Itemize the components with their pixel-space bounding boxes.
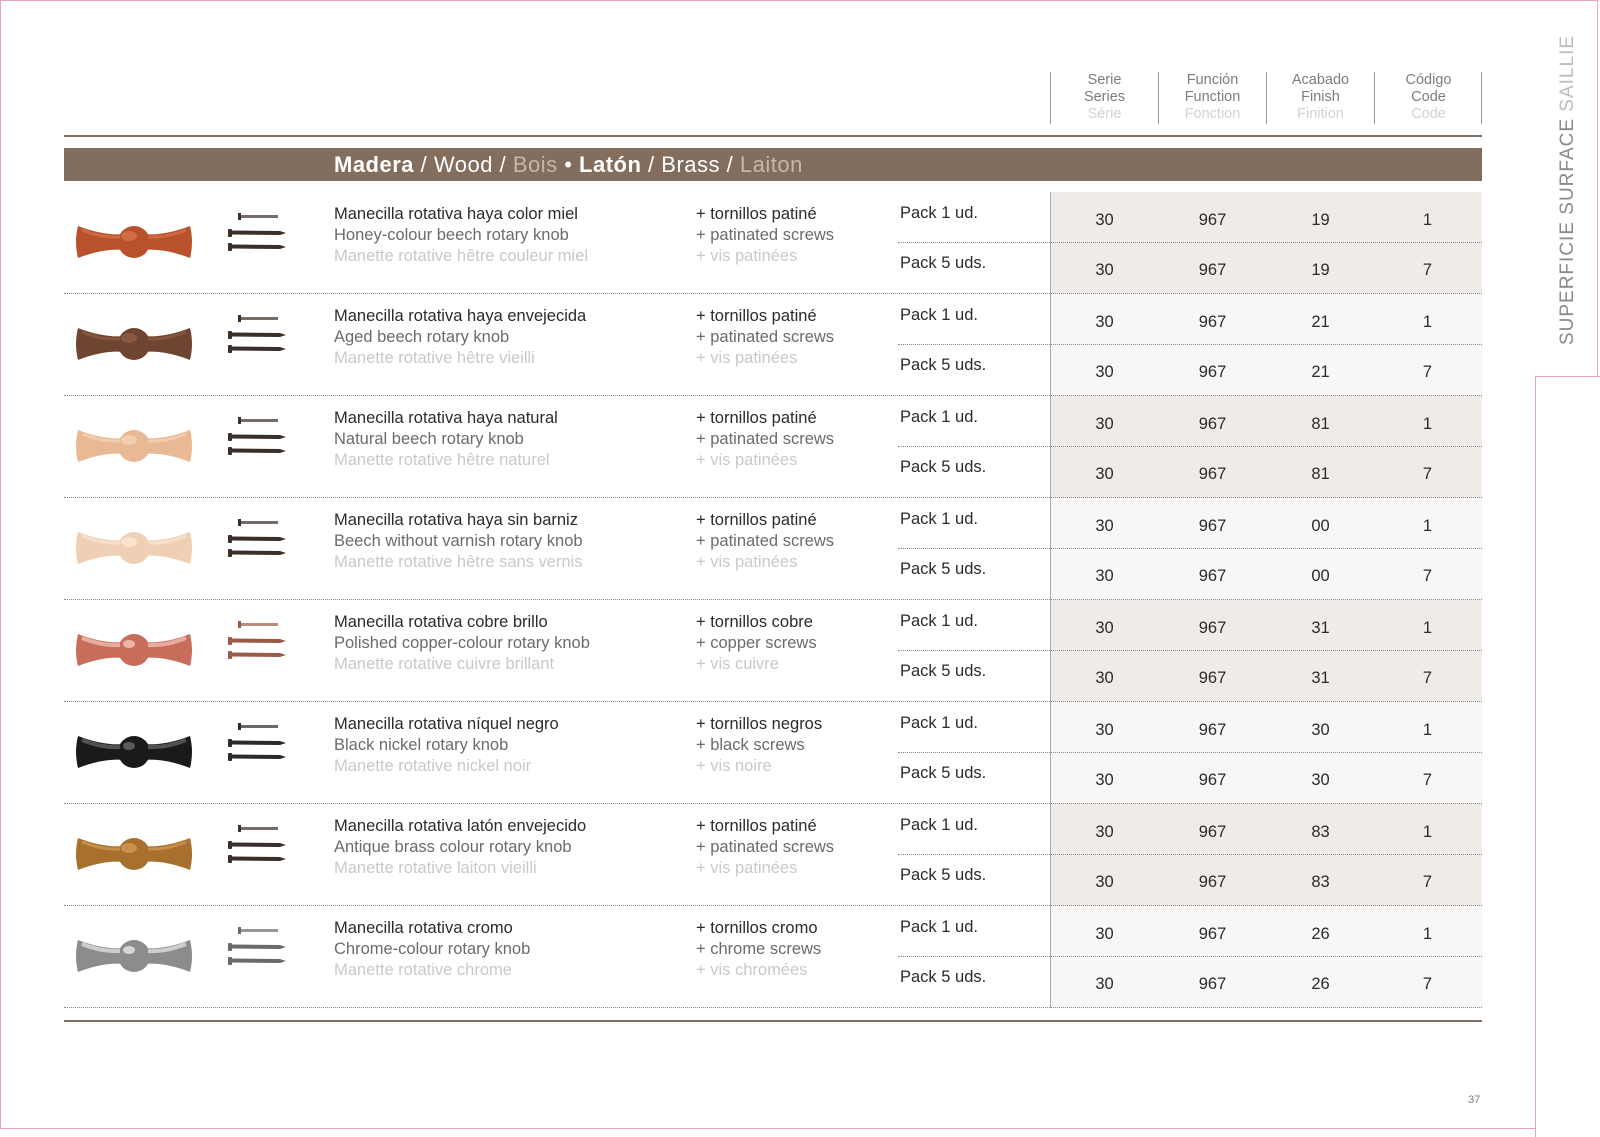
section-wood-es: Madera bbox=[334, 152, 415, 177]
screws-en: + chrome screws bbox=[696, 940, 822, 958]
pack-5-label: Pack 5 uds. bbox=[900, 356, 987, 374]
product-description bbox=[334, 714, 559, 777]
rotary-knob-image bbox=[74, 622, 194, 676]
pack-divider bbox=[898, 548, 1482, 549]
serie-value: 30 bbox=[1095, 211, 1114, 229]
funcion-value: 967 bbox=[1198, 873, 1227, 891]
funcion-value: 967 bbox=[1198, 669, 1227, 687]
column-header-serie: Serie Series Série bbox=[1083, 72, 1126, 122]
acabado-value: 83 bbox=[1311, 823, 1330, 841]
screws-icon bbox=[224, 312, 288, 362]
screws-en: + black screws bbox=[696, 736, 805, 754]
rotary-knob-image bbox=[74, 520, 194, 574]
acabado-value: 31 bbox=[1311, 619, 1330, 637]
section-title: Madera / Wood / Bois • Latón / Brass / Laiton bbox=[334, 152, 803, 177]
product-description bbox=[334, 612, 590, 675]
serie-value: 30 bbox=[1095, 619, 1114, 637]
screws-es: + tornillos cobre bbox=[696, 613, 813, 631]
acabado-value: 31 bbox=[1311, 669, 1330, 687]
product-description bbox=[334, 918, 530, 981]
screws-description bbox=[696, 918, 821, 981]
funcion-value: 967 bbox=[1198, 567, 1227, 585]
funcion-value: 967 bbox=[1198, 211, 1227, 229]
description-es: Manecilla rotativa haya color miel bbox=[334, 205, 578, 223]
description-fr: Manette rotative hêtre sans vernis bbox=[334, 553, 583, 571]
pack-1-label: Pack 1 ud. bbox=[900, 306, 978, 324]
acabado-value: 26 bbox=[1311, 975, 1330, 993]
codigo-value: 7 bbox=[1422, 669, 1433, 687]
pack-5-label: Pack 5 uds. bbox=[900, 764, 987, 782]
screws-description bbox=[696, 816, 834, 879]
codigo-value: 1 bbox=[1422, 211, 1433, 229]
pack-5-label: Pack 5 uds. bbox=[900, 662, 987, 680]
codigo-value: 1 bbox=[1422, 721, 1433, 739]
funcion-value: 967 bbox=[1198, 721, 1227, 739]
funcion-value: 967 bbox=[1198, 619, 1227, 637]
description-en: Beech without varnish rotary knob bbox=[334, 532, 583, 550]
screws-icon bbox=[224, 414, 288, 464]
codigo-value: 7 bbox=[1422, 261, 1433, 279]
acabado-value: 00 bbox=[1311, 567, 1330, 585]
serie-value: 30 bbox=[1095, 771, 1114, 789]
description-en: Aged beech rotary knob bbox=[334, 328, 510, 346]
funcion-value: 967 bbox=[1198, 415, 1227, 433]
screws-icon bbox=[224, 618, 288, 668]
description-en: Honey-colour beech rotary knob bbox=[334, 226, 569, 244]
screws-en: + patinated screws bbox=[696, 532, 835, 550]
pack-1-label: Pack 1 ud. bbox=[900, 714, 978, 732]
serie-value: 30 bbox=[1095, 669, 1114, 687]
acabado-value: 19 bbox=[1311, 211, 1330, 229]
product-description bbox=[334, 816, 586, 879]
product-description bbox=[334, 306, 586, 369]
table-row bbox=[64, 396, 1482, 498]
funcion-value: 967 bbox=[1198, 517, 1227, 535]
acabado-value: 83 bbox=[1311, 873, 1330, 891]
acabado-value: 00 bbox=[1311, 517, 1330, 535]
description-fr: Manette rotative hêtre vieilli bbox=[334, 349, 535, 367]
codigo-value: 7 bbox=[1422, 975, 1433, 993]
rotary-knob-image bbox=[74, 316, 194, 370]
description-es: Manecilla rotativa cromo bbox=[334, 919, 513, 937]
pack-5-label: Pack 5 uds. bbox=[900, 560, 987, 578]
column-header-funcion: Función Function Fonction bbox=[1184, 72, 1241, 122]
codigo-value: 1 bbox=[1422, 313, 1433, 331]
pack-divider bbox=[898, 344, 1482, 345]
screws-es: + tornillos patiné bbox=[696, 205, 817, 223]
funcion-value: 967 bbox=[1198, 925, 1227, 943]
header-rule bbox=[64, 135, 1482, 137]
section-wood-fr: Bois bbox=[512, 152, 558, 177]
serie-value: 30 bbox=[1095, 363, 1114, 381]
pack-1-label: Pack 1 ud. bbox=[900, 918, 978, 936]
table-row bbox=[64, 192, 1482, 294]
row-divider bbox=[64, 1007, 1482, 1008]
screws-es: + tornillos cromo bbox=[696, 919, 818, 937]
pack-5-label: Pack 5 uds. bbox=[900, 968, 987, 986]
description-fr: Manette rotative chrome bbox=[334, 961, 512, 979]
screws-description bbox=[696, 306, 834, 369]
codigo-value: 7 bbox=[1422, 363, 1433, 381]
side-label-es: SUPERFICIE bbox=[1557, 221, 1578, 346]
page-number: 37 bbox=[1468, 1094, 1481, 1106]
table-row bbox=[64, 702, 1482, 804]
acabado-value: 30 bbox=[1311, 721, 1330, 739]
product-description bbox=[334, 408, 558, 471]
pack-1-label: Pack 1 ud. bbox=[900, 510, 978, 528]
serie-value: 30 bbox=[1095, 721, 1114, 739]
screws-icon bbox=[224, 720, 288, 770]
section-wood-en: Wood bbox=[433, 152, 493, 177]
acabado-value: 81 bbox=[1311, 415, 1330, 433]
pack-divider bbox=[898, 650, 1482, 651]
pack-divider bbox=[898, 854, 1482, 855]
codigo-value: 1 bbox=[1422, 619, 1433, 637]
screws-fr: + vis patinées bbox=[696, 859, 798, 877]
description-fr: Manette rotative laiton vieilli bbox=[334, 859, 537, 877]
pack-divider bbox=[898, 752, 1482, 753]
codigo-value: 1 bbox=[1422, 415, 1433, 433]
screws-es: + tornillos patiné bbox=[696, 307, 817, 325]
screws-icon bbox=[224, 210, 288, 260]
description-en: Natural beech rotary knob bbox=[334, 430, 524, 448]
codigo-value: 7 bbox=[1422, 771, 1433, 789]
rotary-knob-image bbox=[74, 418, 194, 472]
serie-value: 30 bbox=[1095, 465, 1114, 483]
screws-icon bbox=[224, 924, 288, 974]
screws-description bbox=[696, 714, 822, 777]
funcion-value: 967 bbox=[1198, 975, 1227, 993]
screws-en: + patinated screws bbox=[696, 328, 835, 346]
screws-fr: + vis patinées bbox=[696, 553, 798, 571]
funcion-value: 967 bbox=[1198, 771, 1227, 789]
page-tab-notch bbox=[1535, 376, 1600, 1137]
serie-value: 30 bbox=[1095, 975, 1114, 993]
funcion-value: 967 bbox=[1198, 261, 1227, 279]
screws-description bbox=[696, 408, 834, 471]
pack-divider bbox=[898, 956, 1482, 957]
description-fr: Manette rotative hêtre couleur miel bbox=[334, 247, 589, 265]
side-label-en: SURFACE bbox=[1557, 117, 1578, 215]
description-fr: Manette rotative hêtre naturel bbox=[334, 451, 550, 469]
description-en: Black nickel rotary knob bbox=[334, 736, 509, 754]
codigo-value: 1 bbox=[1422, 823, 1433, 841]
pack-1-label: Pack 1 ud. bbox=[900, 204, 978, 222]
description-en: Polished copper-colour rotary knob bbox=[334, 634, 590, 652]
codigo-value: 7 bbox=[1422, 465, 1433, 483]
codigo-value: 1 bbox=[1422, 517, 1433, 535]
pack-1-label: Pack 1 ud. bbox=[900, 612, 978, 630]
serie-value: 30 bbox=[1095, 925, 1114, 943]
screws-en: + copper screws bbox=[696, 634, 817, 652]
pack-divider bbox=[898, 446, 1482, 447]
table-row bbox=[64, 498, 1482, 600]
column-header-codigo: Código Code Code bbox=[1405, 72, 1452, 122]
screws-fr: + vis cuivre bbox=[696, 655, 779, 673]
acabado-value: 81 bbox=[1311, 465, 1330, 483]
product-description bbox=[334, 510, 583, 573]
serie-value: 30 bbox=[1095, 517, 1114, 535]
section-brass-fr: Laiton bbox=[739, 152, 803, 177]
rotary-knob-image bbox=[74, 214, 194, 268]
serie-value: 30 bbox=[1095, 313, 1114, 331]
screws-fr: + vis patinées bbox=[696, 451, 798, 469]
serie-value: 30 bbox=[1095, 567, 1114, 585]
side-label-fr: SAILLIE bbox=[1557, 34, 1578, 112]
description-en: Antique brass colour rotary knob bbox=[334, 838, 572, 856]
screws-fr: + vis noire bbox=[696, 757, 772, 775]
description-fr: Manette rotative cuivre brillant bbox=[334, 655, 555, 673]
table-row bbox=[64, 600, 1482, 702]
screws-fr: + vis chromées bbox=[696, 961, 808, 979]
description-es: Manecilla rotativa haya natural bbox=[334, 409, 558, 427]
funcion-value: 967 bbox=[1198, 313, 1227, 331]
rotary-knob-image bbox=[74, 724, 194, 778]
table-row bbox=[64, 906, 1482, 1008]
funcion-value: 967 bbox=[1198, 465, 1227, 483]
pack-1-label: Pack 1 ud. bbox=[900, 816, 978, 834]
pack-1-label: Pack 1 ud. bbox=[900, 408, 978, 426]
screws-es: + tornillos patiné bbox=[696, 409, 817, 427]
acabado-value: 30 bbox=[1311, 771, 1330, 789]
funcion-value: 967 bbox=[1198, 363, 1227, 381]
description-es: Manecilla rotativa níquel negro bbox=[334, 715, 559, 733]
screws-description bbox=[696, 612, 817, 675]
screws-en: + patinated screws bbox=[696, 226, 835, 244]
description-es: Manecilla rotativa haya envejecida bbox=[334, 307, 587, 325]
section-brass-en: Brass bbox=[661, 152, 721, 177]
serie-value: 30 bbox=[1095, 823, 1114, 841]
screws-es: + tornillos patiné bbox=[696, 511, 817, 529]
rotary-knob-image bbox=[74, 928, 194, 982]
description-es: Manecilla rotativa haya sin barniz bbox=[334, 511, 578, 529]
serie-value: 30 bbox=[1095, 873, 1114, 891]
header-separator bbox=[1481, 72, 1482, 124]
column-header-acabado: Acabado Finish Finition bbox=[1291, 72, 1350, 122]
acabado-value: 19 bbox=[1311, 261, 1330, 279]
acabado-value: 26 bbox=[1311, 925, 1330, 943]
acabado-value: 21 bbox=[1311, 313, 1330, 331]
section-brass-es: Latón bbox=[579, 152, 642, 177]
serie-value: 30 bbox=[1095, 261, 1114, 279]
screws-description bbox=[696, 204, 834, 267]
screws-description bbox=[696, 510, 834, 573]
screws-en: + patinated screws bbox=[696, 430, 835, 448]
side-section-label bbox=[1557, 35, 1579, 345]
screws-es: + tornillos patiné bbox=[696, 817, 817, 835]
description-es: Manecilla rotativa cobre brillo bbox=[334, 613, 548, 631]
funcion-value: 967 bbox=[1198, 823, 1227, 841]
footer-rule bbox=[64, 1020, 1482, 1022]
screws-fr: + vis patinées bbox=[696, 247, 798, 265]
pack-5-label: Pack 5 uds. bbox=[900, 254, 987, 272]
rotary-knob-image bbox=[74, 826, 194, 880]
description-es: Manecilla rotativa latón envejecido bbox=[334, 817, 587, 835]
description-fr: Manette rotative nickel noir bbox=[334, 757, 532, 775]
table-row bbox=[64, 294, 1482, 396]
acabado-value: 21 bbox=[1311, 363, 1330, 381]
screws-icon bbox=[224, 822, 288, 872]
description-en: Chrome-colour rotary knob bbox=[334, 940, 531, 958]
screws-icon bbox=[224, 516, 288, 566]
pack-5-label: Pack 5 uds. bbox=[900, 458, 987, 476]
table-row bbox=[64, 804, 1482, 906]
product-description bbox=[334, 204, 588, 267]
serie-value: 30 bbox=[1095, 415, 1114, 433]
pack-divider bbox=[898, 242, 1482, 243]
codigo-value: 7 bbox=[1422, 873, 1433, 891]
screws-fr: + vis patinées bbox=[696, 349, 798, 367]
screws-en: + patinated screws bbox=[696, 838, 835, 856]
codigo-value: 7 bbox=[1422, 567, 1433, 585]
pack-5-label: Pack 5 uds. bbox=[900, 866, 987, 884]
screws-es: + tornillos negros bbox=[696, 715, 823, 733]
codigo-value: 1 bbox=[1422, 925, 1433, 943]
